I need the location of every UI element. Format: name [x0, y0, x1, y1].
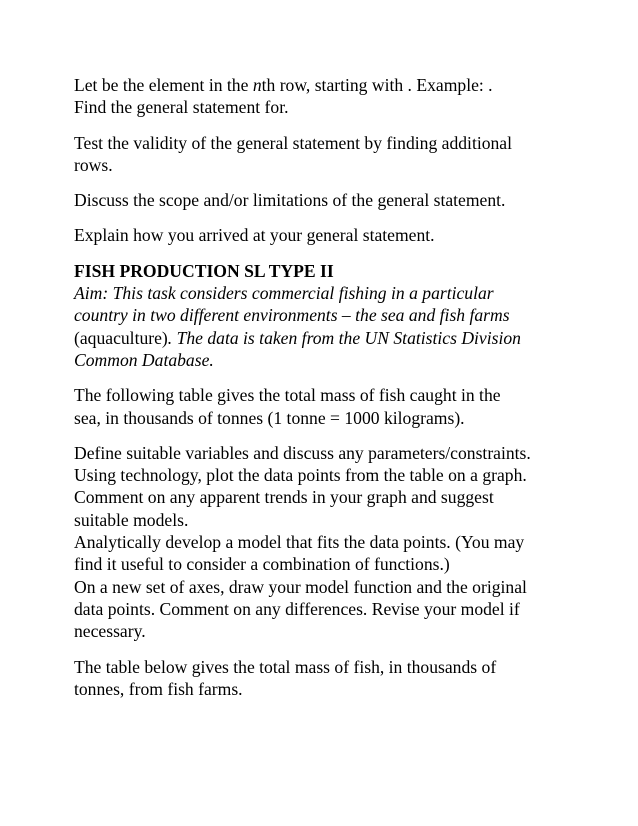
scope-line: Discuss the scope and/or limitations of the general statement. [74, 190, 506, 211]
intro-text-pre: Let be the element in the [74, 75, 253, 95]
intro-line-2: Find the general statement for. [74, 97, 289, 118]
scope-paragraph [74, 189, 574, 211]
instruction-line-3: Comment on any apparent trends in your graph and suggest [74, 487, 494, 508]
aim-line-1: Aim: This task considers commercial fishing in a particular [74, 283, 494, 304]
intro-paragraph [74, 74, 574, 119]
fish-farms-paragraph [74, 656, 574, 701]
table-intro-line-1: The following table gives the total mass of fish caught in the [74, 385, 501, 406]
instruction-line-4: suitable models. [74, 509, 189, 530]
instruction-line-5: Analytically develop a model that fits the data points. (You may [74, 532, 525, 553]
intro-n-variable: n [252, 75, 262, 95]
section-heading: FISH PRODUCTION SL TYPE II [74, 260, 334, 281]
instructions-paragraph [74, 442, 574, 643]
intro-text-post: th row, starting with . Example: . [261, 75, 493, 95]
instruction-line-9: necessary. [74, 621, 146, 642]
test-validity-line-2: rows. [74, 154, 113, 175]
intro-line-1 [74, 74, 574, 96]
test-validity-line-1: Test the validity of the general statement by finding additional [74, 132, 513, 153]
test-validity-paragraph [74, 132, 574, 177]
aim-line-3 [74, 327, 574, 349]
instruction-line-6: find it useful to consider a combination of functions.) [74, 554, 450, 575]
fish-farms-line-1: The table below gives the total mass of fish, in thousands of [74, 656, 497, 677]
document-page [74, 74, 574, 700]
instruction-line-2: Using technology, plot the data points from the table on a graph. [74, 465, 527, 486]
aim-line-4: Common Database. [74, 349, 214, 370]
instruction-line-8: data points. Comment on any differences. Revise your model if [74, 598, 520, 619]
table-intro-line-2: sea, in thousands of tonnes (1 tonne = 1000 kilograms). [74, 407, 465, 428]
explain-paragraph [74, 224, 574, 246]
fish-production-section [74, 260, 574, 371]
aim-aquaculture: (aquaculture) [74, 327, 168, 348]
fish-farms-line-2: tonnes, from fish farms. [74, 678, 243, 699]
aim-line-3-rest: . The data is taken from the UN Statistics Division [167, 327, 521, 348]
explain-line: Explain how you arrived at your general statement. [74, 225, 435, 246]
table-intro-paragraph [74, 384, 574, 429]
instruction-line-7: On a new set of axes, draw your model function and the original [74, 576, 527, 597]
instruction-line-1: Define suitable variables and discuss any parameters/constraints. [74, 442, 531, 463]
aim-line-2: country in two different environments – the sea and fish farms [74, 305, 510, 326]
